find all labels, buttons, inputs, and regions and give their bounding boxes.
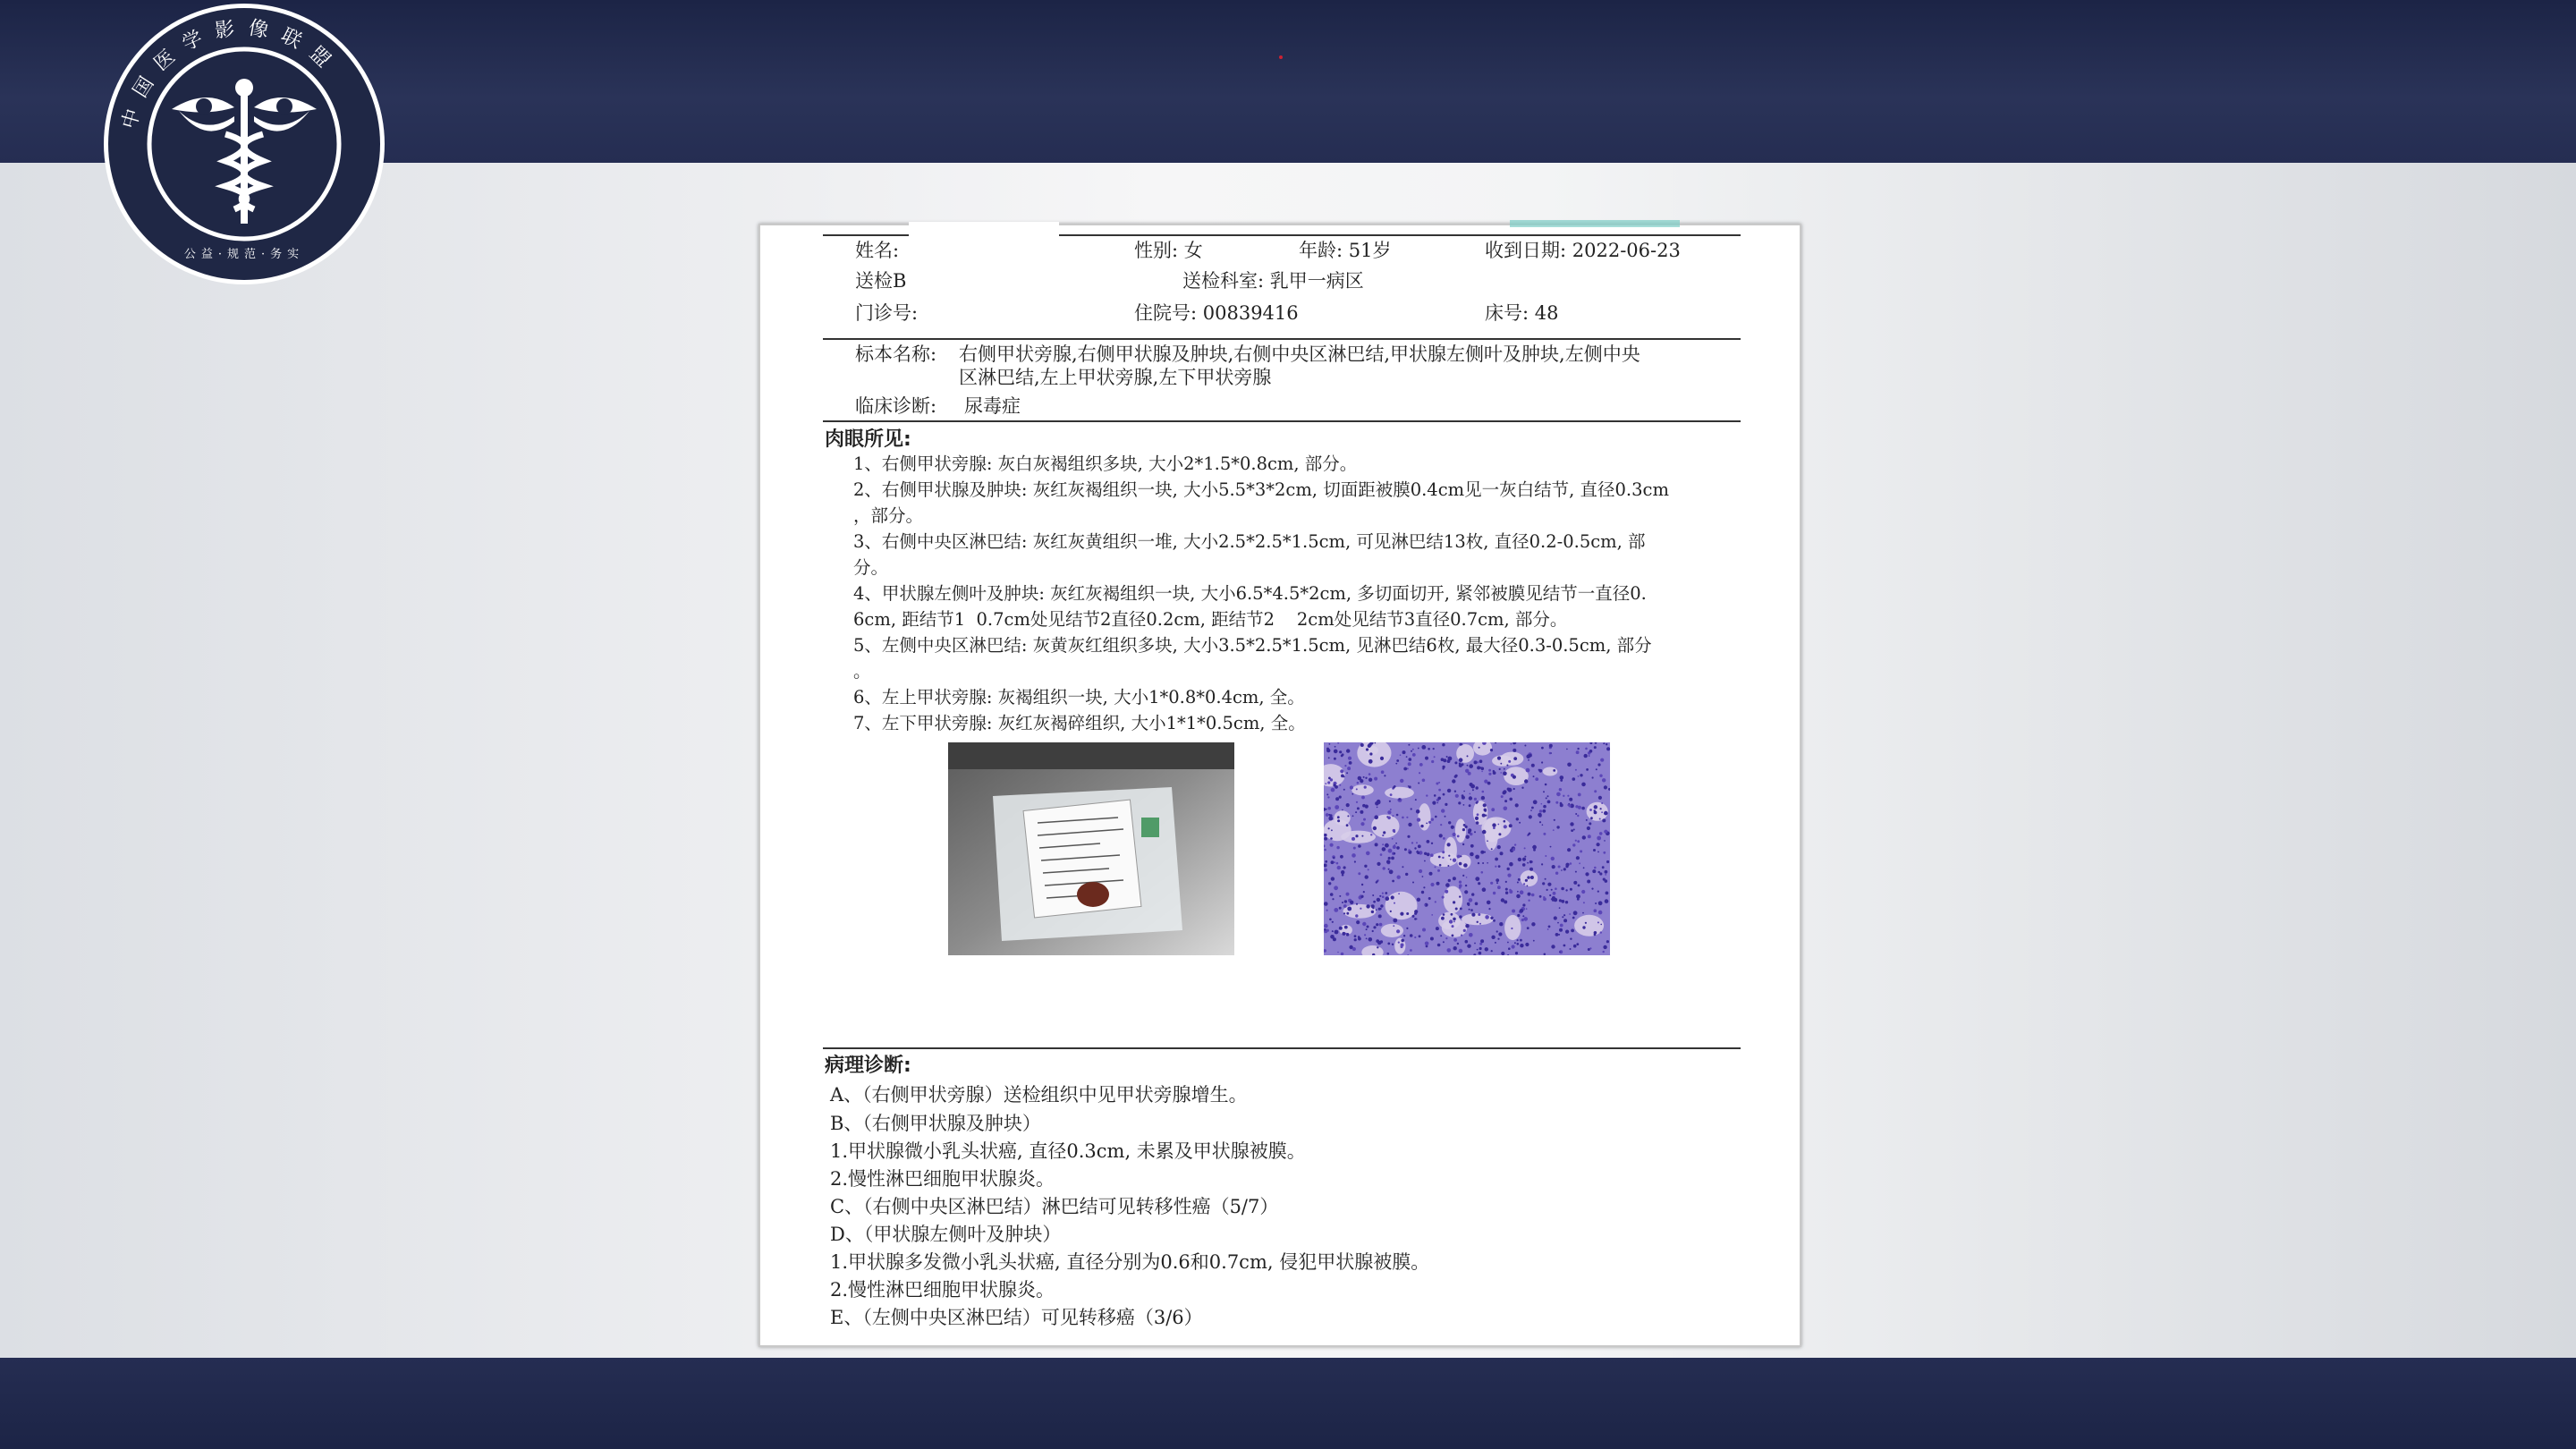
diagnosis-line: C、（右侧中央区淋巴结）淋巴结可见转移性癌（5/7）: [830, 1196, 1279, 1217]
diagnosis-line: A、（右侧甲状旁腺）送检组织中见甲状旁腺增生。: [830, 1084, 1248, 1106]
diagnosis-line: 1.甲状腺微小乳头状癌, 直径0.3cm, 未累及甲状腺被膜。: [830, 1140, 1306, 1162]
sex-field: 性别: 女: [1134, 240, 1203, 261]
pathology-report: [758, 224, 1801, 1347]
specimen-line-2: 区淋巴结,左上甲状旁腺,左下甲状旁腺: [959, 367, 1272, 388]
diagnosis-rule: [823, 1047, 1741, 1049]
diagnosis-line: 2.慢性淋巴细胞甲状腺炎。: [830, 1279, 1055, 1301]
header-cutoff-mark: [1510, 220, 1680, 227]
received-date-field: 收到日期: 2022-06-23: [1485, 240, 1681, 261]
clinical-label: 临床诊断:: [855, 395, 937, 417]
diagnosis-title: 病理诊断:: [825, 1055, 911, 1077]
gross-line: 3、右侧中央区淋巴结: 灰红灰黄组织一堆, 大小2.5*2.5*1.5cm, 可见淋巴结13枚, 直径0.2-0.5cm, 部: [853, 531, 1646, 552]
logo-ring-text: 中国医学影像联盟: [118, 16, 344, 132]
red-dot: [1279, 55, 1283, 59]
alliance-logo: [100, 2, 388, 286]
bed-no-field: 床号: 48: [1485, 302, 1559, 324]
header-bottom-rule: [823, 420, 1741, 422]
specimen-label: 标本名称:: [855, 343, 937, 365]
name-label: 姓名:: [855, 240, 900, 261]
age-field: 年龄: 51岁: [1299, 240, 1392, 261]
gross-line: 6cm, 距结节1 0.7cm处见结节2直径0.2cm, 距结节2 2cm处见结节3直径0.7cm, 部分。: [853, 609, 1568, 630]
gross-line: 分。: [853, 557, 889, 578]
gross-line: 6、左上甲状旁腺: 灰褐组织一块, 大小1*0.8*0.4cm, 全。: [853, 687, 1305, 708]
redaction-mask: [909, 222, 1059, 295]
clinical-diagnosis: 尿毒症: [964, 395, 1021, 417]
department-field: 送检科室: 乳甲一病区: [1182, 270, 1364, 292]
specimen-photo: [948, 742, 1234, 955]
diagnosis-line: B、（右侧甲状腺及肿块）: [830, 1113, 1041, 1134]
sender-label: 送检B: [855, 270, 907, 292]
gross-line: ，部分。: [853, 505, 924, 526]
gross-line: 2、右侧甲状腺及肿块: 灰红灰褐组织一块, 大小5.5*3*2cm, 切面距被膜0.4cm见一灰白结节, 直径0.3cm: [853, 479, 1669, 500]
gross-line: 1、右侧甲状旁腺: 灰白灰褐组织多块, 大小2*1.5*0.8cm, 部分。: [853, 453, 1358, 474]
inpatient-no-field: 住院号: 00839416: [1134, 302, 1299, 324]
gross-line: 7、左下甲状旁腺: 灰红灰褐碎组织, 大小1*1*0.5cm, 全。: [853, 713, 1306, 733]
gross-title: 肉眼所见:: [825, 428, 911, 451]
logo-motto: 公益·规范·务实: [183, 248, 305, 261]
clinic-no-label: 门诊号:: [855, 302, 919, 324]
gross-line: 5、左侧中央区淋巴结: 灰黄灰红组织多块, 大小3.5*2.5*1.5cm, 见淋巴结6枚, 最大径0.3-0.5cm, 部分: [853, 635, 1652, 656]
diagnosis-line: E、（左侧中央区淋巴结）可见转移癌（3/6）: [830, 1307, 1203, 1328]
specimen-line-1: 右侧甲状旁腺,右侧甲状腺及肿块,右侧中央区淋巴结,甲状腺左侧叶及肿块,左侧中央: [959, 343, 1640, 365]
gross-line: 。: [853, 661, 871, 682]
gross-line: 4、甲状腺左侧叶及肿块: 灰红灰褐组织一块, 大小6.5*4.5*2cm, 多切面切开, 紧邻被膜见结节一直径0.: [853, 583, 1647, 604]
diagnosis-line: 1.甲状腺多发微小乳头状癌, 直径分别为0.6和0.7cm, 侵犯甲状腺被膜。: [830, 1251, 1430, 1273]
histology-image: [1324, 742, 1610, 955]
diagnosis-line: D、（甲状腺左侧叶及肿块）: [830, 1224, 1062, 1245]
diagnosis-line: 2.慢性淋巴细胞甲状腺炎。: [830, 1168, 1055, 1190]
footer-band: [0, 1358, 2576, 1449]
